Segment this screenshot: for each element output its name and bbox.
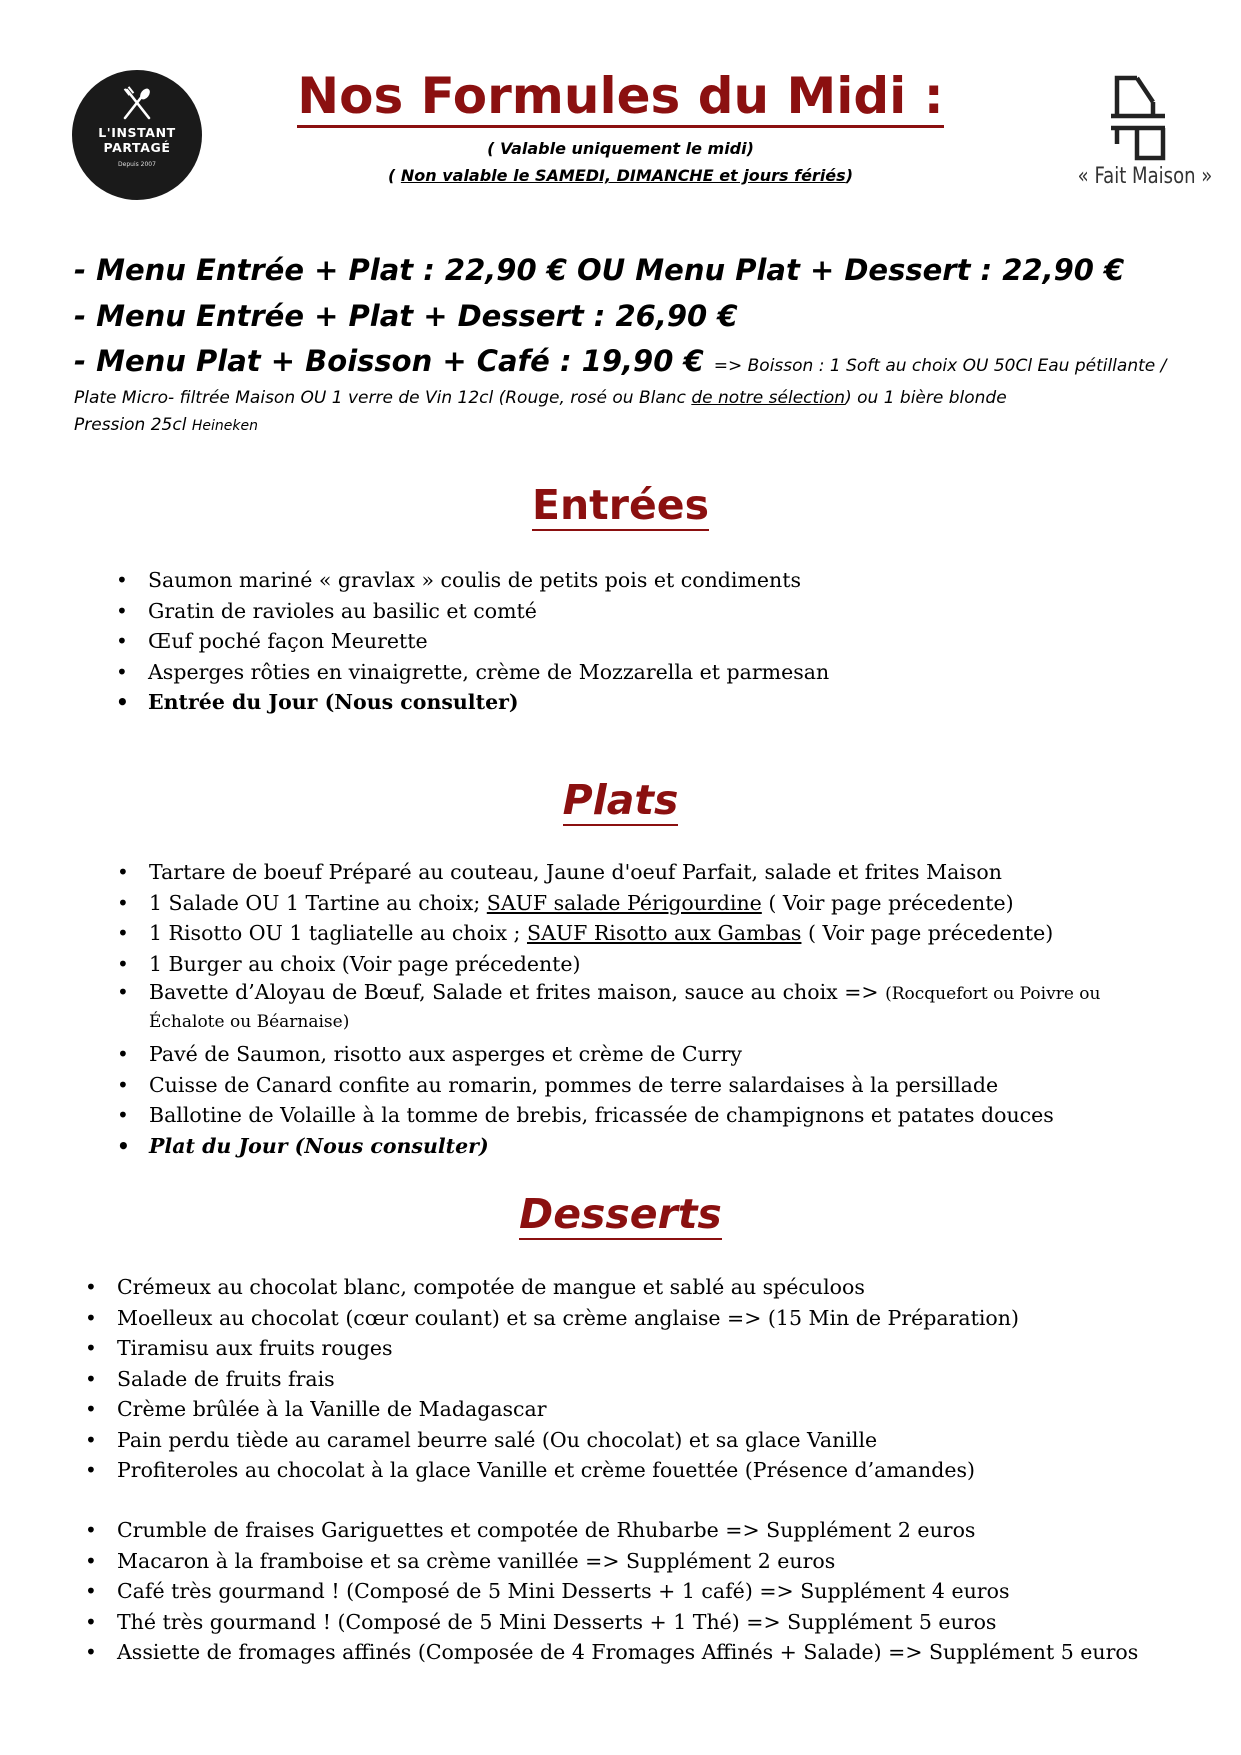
formule-boisson-note: => Boisson : 1 Soft au choix OU 50Cl Eau pétillante / <box>713 356 1167 376</box>
subtitle-valid-midday: ( Valable uniquement le midi) <box>487 139 754 158</box>
logo-line-2: PARTAGÉ <box>103 140 171 155</box>
list-item: • Saumon mariné « gravlax » coulis de petits pois et condiments <box>148 565 829 596</box>
list-item <box>149 979 1109 1039</box>
plats-item1-a: 1 Salade OU 1 Tartine au choix; <box>149 890 487 915</box>
list-item <box>149 918 1109 949</box>
subtitle2-underlined: Non valable le SAMEDI, DIMANCHE et jours fériés <box>400 166 846 185</box>
subtitle2-prefix: ( <box>387 166 401 185</box>
list-item: • Entrée du Jour (Nous consulter) <box>148 687 829 718</box>
list-item: • Gratin de ravioles au basilic et comté <box>148 596 829 627</box>
section-title-entrees <box>0 480 1241 530</box>
list-item: • Salade de fruits frais <box>117 1364 1019 1395</box>
list-item: • Tartare de boeuf Préparé au couteau, Jaune d'oeuf Parfait, salade et frites Maison <box>149 857 1109 888</box>
plats-item2-underlined: SAUF Risotto aux Gambas <box>526 921 802 945</box>
plats-item2-a: 1 Risotto OU 1 tagliatelle au choix ; <box>149 921 527 945</box>
page-title <box>0 66 1241 126</box>
page-title-text: Nos Formules du Midi : <box>297 67 943 128</box>
logo-line-3: Depuis 2007 <box>118 161 156 168</box>
plats-item2-b: ( Voir page précedente) <box>801 921 1054 945</box>
section-title-entrees-text: Entrées <box>531 481 710 529</box>
list-item: • Pavé de Saumon, risotto aux asperges et crème de Curry <box>149 1039 1109 1070</box>
list-item: • Plat du Jour (Nous consulter) <box>149 1131 1109 1162</box>
list-item: • Macaron à la framboise et sa crème vanillée => Supplément 2 euros <box>117 1546 1138 1577</box>
list-item: • Œuf poché façon Meurette <box>148 626 829 657</box>
list-item: • Asperges rôties en vinaigrette, crème de Mozzarella et parmesan <box>148 657 829 688</box>
logo-line-1: L'INSTANT <box>98 125 176 140</box>
desserts-supplement-list <box>117 1515 1138 1668</box>
formule-entree-plat: - Menu Entrée + Plat : 22,90 € OU Menu Plat + Dessert : 22,90 € <box>74 253 1125 287</box>
list-item: • Tiramisu aux fruits rouges <box>117 1333 1019 1364</box>
note-line2-a: Pression 25cl <box>74 415 192 435</box>
boisson-note-line-1 <box>74 387 1007 409</box>
entrees-list <box>148 565 829 718</box>
formule-entree-plat-dessert: - Menu Entrée + Plat + Dessert : 26,90 € <box>74 299 738 333</box>
section-title-plats-text: Plats <box>562 776 679 824</box>
subtitle-not-valid-days <box>0 166 1241 186</box>
list-item: • Ballotine de Volaille à la tomme de brebis, fricassée de champignons et patates douces <box>149 1100 1109 1131</box>
note-line1-underlined: de notre sélection <box>691 388 846 408</box>
list-item: • 1 Burger au choix (Voir page précedente) <box>149 949 1109 980</box>
list-item: • Pain perdu tiède au caramel beurre salé (Ou chocolat) et sa glace Vanille <box>117 1425 1019 1456</box>
list-item: • Thé très gourmand ! (Composé de 5 Mini Desserts + 1 Thé) => Supplément 5 euros <box>117 1607 1138 1638</box>
note-line2-b: Heineken <box>191 418 258 434</box>
list-item: • Café très gourmand ! (Composé de 5 Mini Desserts + 1 café) => Supplément 4 euros <box>117 1576 1138 1607</box>
fait-maison-label: « Fait Maison » <box>1077 164 1213 189</box>
section-title-desserts-text: Desserts <box>519 1190 722 1238</box>
list-item: • Crémeux au chocolat blanc, compotée de mangue et sablé au spéculoos <box>117 1272 1019 1303</box>
boisson-note-line-2 <box>74 414 258 437</box>
note-line1-b: ) ou 1 bière blonde <box>845 388 1007 408</box>
list-item: • Moelleux au chocolat (cœur coulant) et sa crème anglaise => (15 Min de Préparation) <box>117 1303 1019 1334</box>
list-item: • Cuisse de Canard confite au romarin, pommes de terre salardaises à la persillade <box>149 1070 1109 1101</box>
list-item: • Crème brûlée à la Vanille de Madagascar <box>117 1394 1019 1425</box>
note-line1-a: Plate Micro- filtrée Maison OU 1 verre de Vin 12cl (Rouge, rosé ou Blanc <box>74 388 692 408</box>
list-item: • Profiteroles au chocolat à la glace Vanille et crème fouettée (Présence d’amandes) <box>117 1455 1019 1486</box>
plats-item1-b: ( Voir page précedente) <box>761 890 1014 915</box>
list-item: • Crumble de fraises Gariguettes et compotée de Rhubarbe => Supplément 2 euros <box>117 1515 1138 1546</box>
plats-item4-b: (Rocquefort ou Poivre ou Échalote ou Béarnaise) <box>149 984 1101 1032</box>
section-title-desserts <box>0 1189 1241 1239</box>
formule-plat-boisson-cafe-label: - Menu Plat + Boisson + Café : 19,90 € <box>74 344 714 378</box>
plats-list <box>149 857 1109 1161</box>
plats-item1-underlined: SAUF salade Périgourdine <box>486 890 762 915</box>
list-item: • Assiette de fromages affinés (Composée de 4 Fromages Affinés + Salade) => Supplément 5 euros <box>117 1637 1138 1668</box>
desserts-list <box>117 1272 1019 1486</box>
subtitle2-suffix: ) <box>845 166 853 185</box>
formule-plat-boisson-cafe <box>74 343 1166 384</box>
section-title-plats <box>0 775 1241 825</box>
list-item <box>149 888 1109 919</box>
plats-item4-a: Bavette d’Aloyau de Bœuf, Salade et frites maison, sauce au choix => <box>149 980 886 1004</box>
